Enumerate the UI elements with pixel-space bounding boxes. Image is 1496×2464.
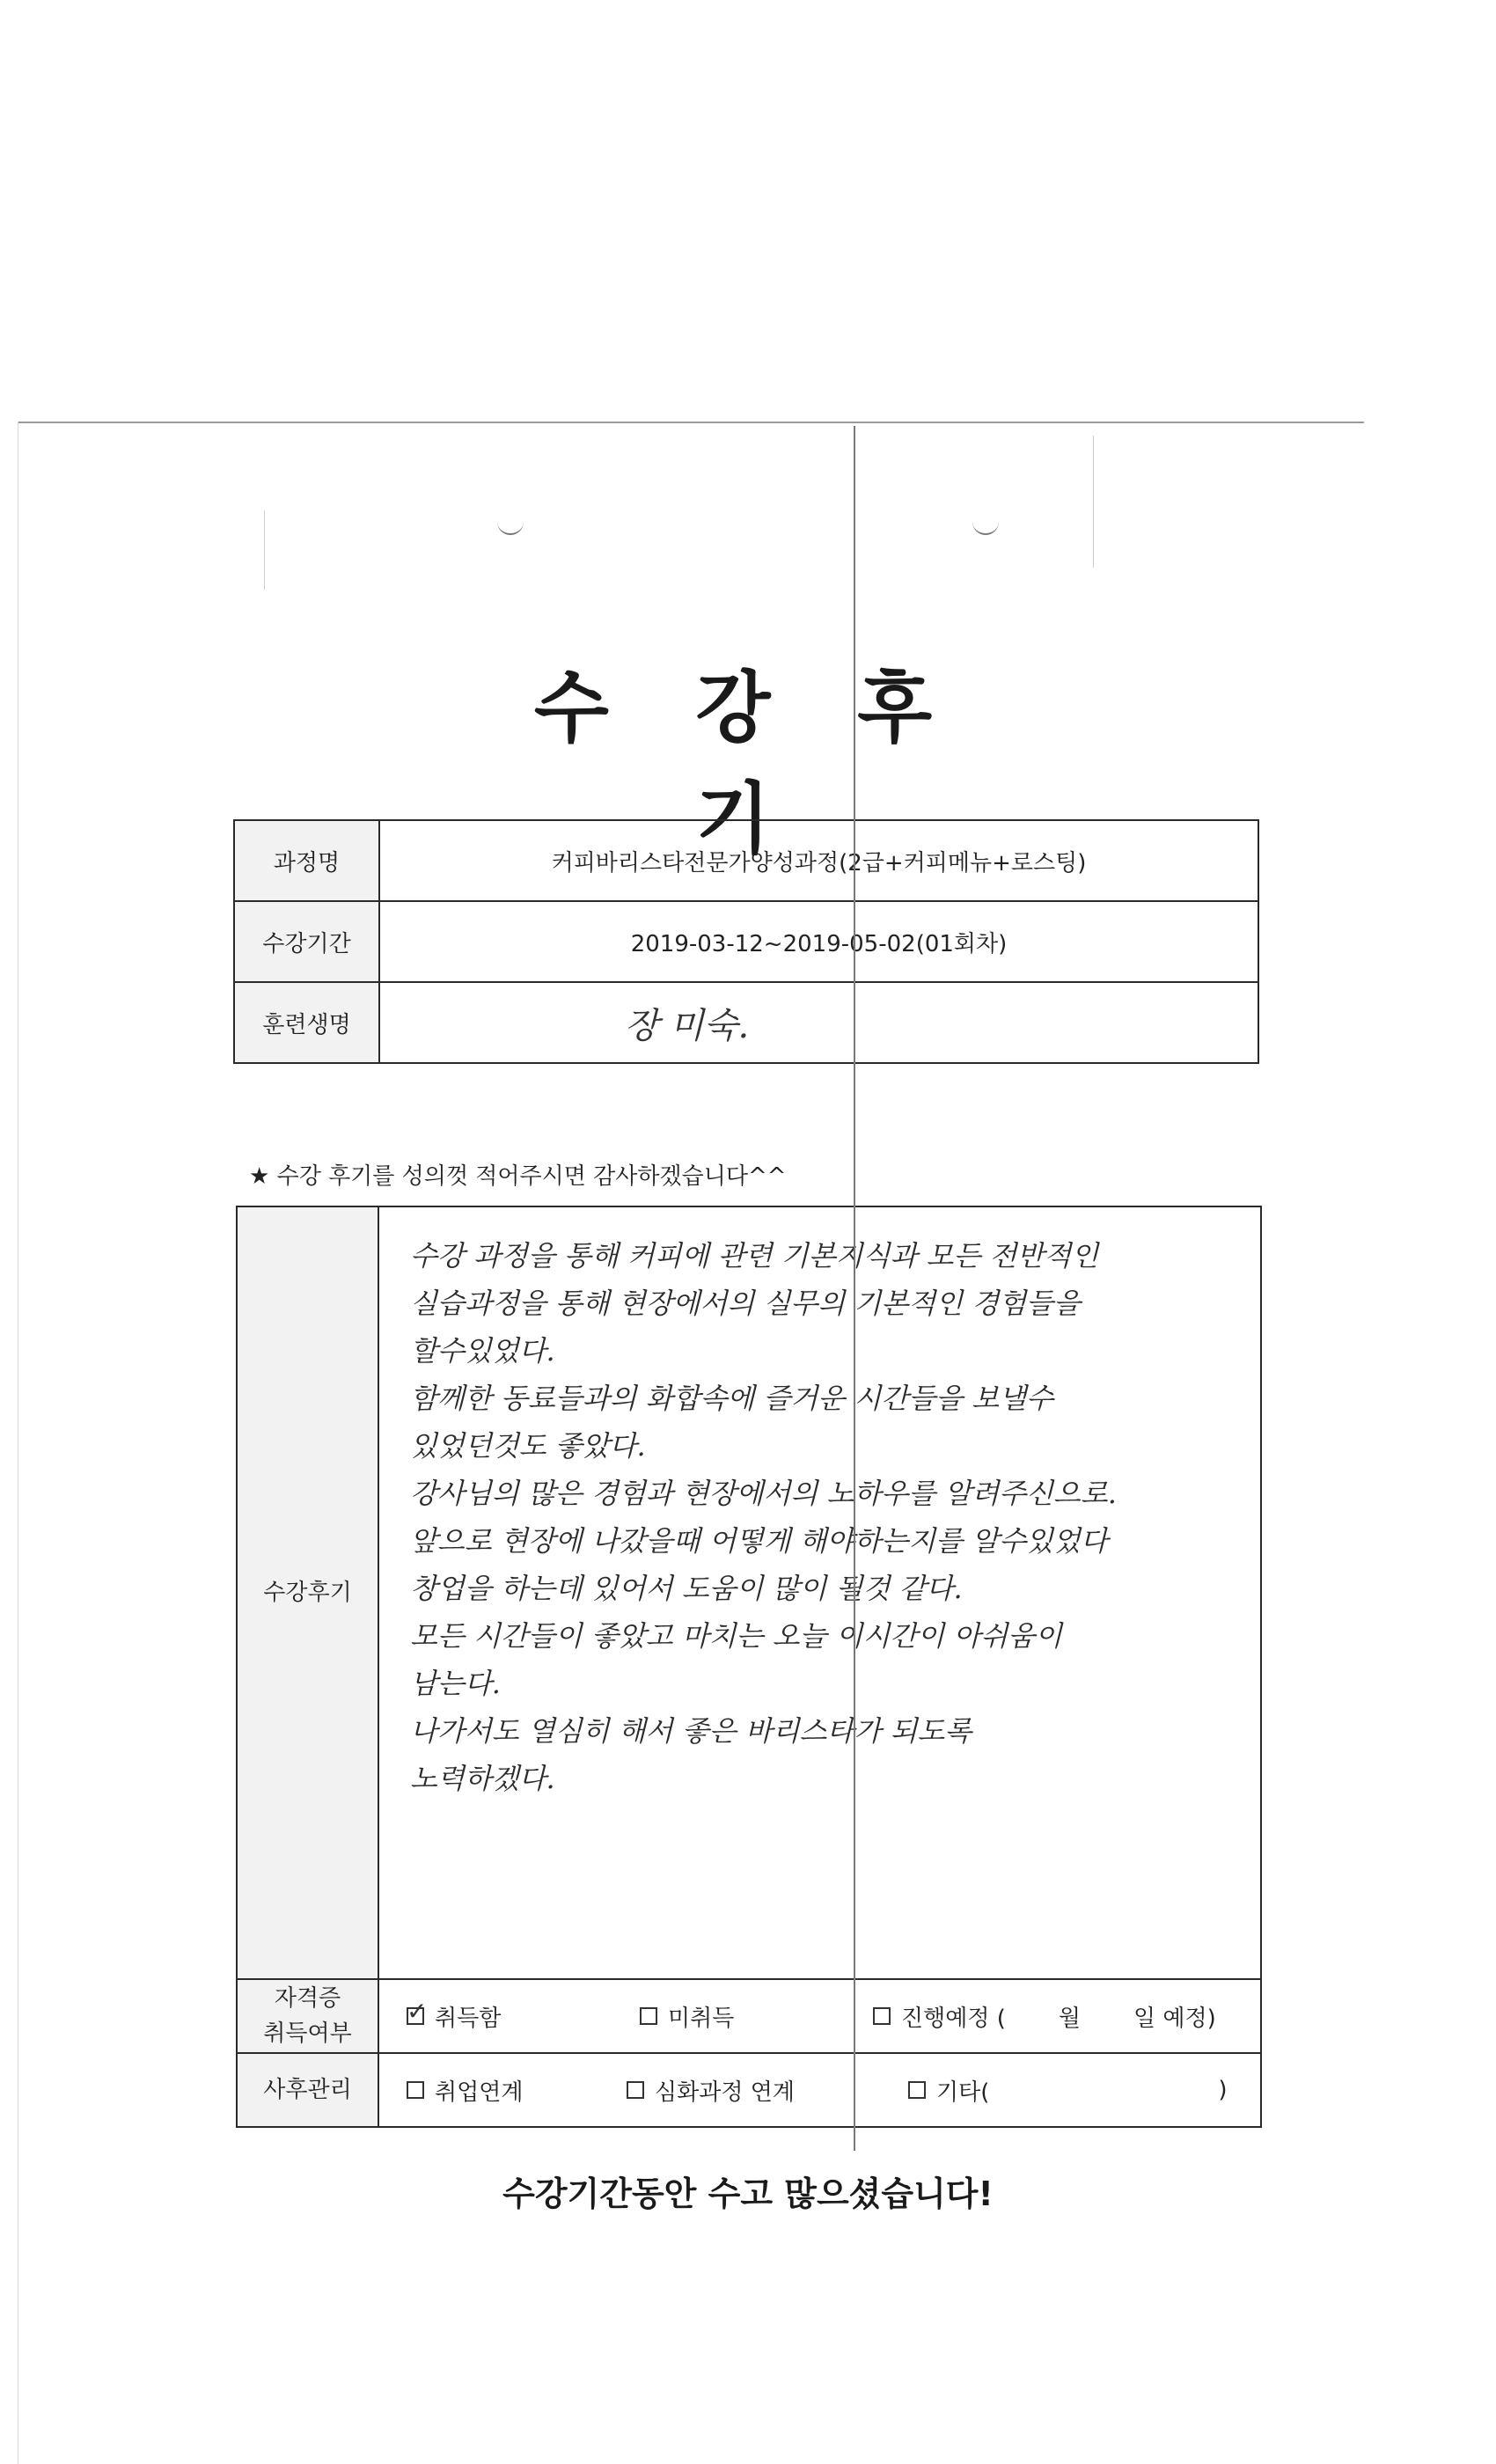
month-label: 월 xyxy=(1058,2005,1081,2032)
review-line: 모든 시간들이 좋았고 마치는 오늘 이시간이 아쉬움이 xyxy=(410,1619,1063,1653)
document-title: 수 강 후 기 xyxy=(533,663,963,864)
option-other[interactable] xyxy=(908,2074,1228,2107)
review-line: 나가서도 열심히 해서 좋은 바리스타가 되도록 xyxy=(410,1714,972,1748)
review-line: 강사님의 많은 경험과 현장에서의 노하우를 알려주신으로. xyxy=(410,1477,1117,1510)
certificate-row xyxy=(237,1979,1261,2053)
option-not-acquired[interactable] xyxy=(640,2000,873,2033)
footer-message: 수강기간동안 수고 많으셨습니다! xyxy=(502,2174,994,2213)
checkbox-icon[interactable] xyxy=(407,2081,424,2099)
option-advanced-course[interactable] xyxy=(627,2074,908,2107)
checkbox-icon[interactable] xyxy=(873,2007,891,2025)
period-label: 수강기간 xyxy=(234,901,379,982)
review-line: 남는다. xyxy=(410,1667,501,1700)
review-line: 창업을 하는데 있어서 도움이 많이 될것 같다. xyxy=(410,1572,963,1605)
review-line: 있었던것도 좋았다. xyxy=(410,1429,646,1463)
certificate-label-line: 취득여부 xyxy=(263,2020,352,2047)
scan-mark xyxy=(1093,436,1094,568)
review-line: 노력하겠다. xyxy=(410,1762,555,1795)
option-scheduled[interactable] xyxy=(873,2000,1216,2033)
period-row xyxy=(234,901,1258,982)
day-label: 일 예정) xyxy=(1133,2005,1216,2032)
period-value: 2019-03-12~2019-05-02(01회차) xyxy=(379,901,1258,982)
course-row xyxy=(234,820,1258,901)
certificate-label xyxy=(237,1979,378,2053)
review-line: 수강 과정을 통해 커피에 관련 기본지식과 모든 전반적인 xyxy=(410,1239,1099,1272)
aftercare-options xyxy=(380,2074,1259,2107)
review-line: 실습과정을 통해 현장에서의 실무의 기본적인 경험들을 xyxy=(410,1287,1081,1320)
course-value: 커피바리스타전문가양성과정(2급+커피메뉴+로스팅) xyxy=(379,820,1258,901)
trainee-value-cell xyxy=(379,982,1258,1063)
review-label: 수강후기 xyxy=(237,1206,378,1979)
option-label: 취업연계 xyxy=(435,2079,524,2106)
aftercare-label: 사후관리 xyxy=(237,2053,378,2127)
option-label: 심화과정 연계 xyxy=(655,2079,795,2106)
review-text-cell xyxy=(378,1206,1261,1979)
review-line: 함께한 동료들과의 화합속에 즐거운 시간들을 보낼수 xyxy=(410,1382,1053,1415)
course-info-table xyxy=(233,819,1259,1064)
option-employment[interactable] xyxy=(407,2074,627,2107)
checkbox-icon[interactable] xyxy=(908,2081,926,2099)
scan-mark xyxy=(264,510,265,590)
option-acquired[interactable] xyxy=(407,2000,640,2033)
review-line: 할수있었다. xyxy=(410,1334,555,1368)
trainee-label: 훈련생명 xyxy=(234,982,379,1063)
review-table xyxy=(236,1206,1262,2128)
certificate-label-line: 자격증 xyxy=(274,1985,341,2012)
scan-fold-line xyxy=(854,426,855,2151)
certificate-options xyxy=(380,2000,1259,2033)
option-close-paren: ) xyxy=(1218,2077,1228,2103)
binder-hole-mark xyxy=(972,519,999,535)
course-label: 과정명 xyxy=(234,820,379,901)
option-label: 기타( xyxy=(936,2079,990,2106)
binder-hole-mark xyxy=(497,519,524,535)
option-label: 진행예정 ( xyxy=(901,2005,1006,2032)
review-handwritten-text xyxy=(238,1207,1260,1802)
page-top-edge xyxy=(18,422,1364,423)
checkbox-icon[interactable] xyxy=(640,2007,657,2025)
review-row xyxy=(237,1206,1261,1979)
checkbox-icon[interactable] xyxy=(627,2081,644,2099)
notice-text: ★ 수강 후기를 성의껏 적어주시면 감사하겠습니다^^ xyxy=(249,1163,787,1190)
option-label: 취득함 xyxy=(435,2005,502,2032)
checkbox-checked-icon[interactable] xyxy=(407,2007,424,2025)
option-label: 미취득 xyxy=(668,2005,735,2032)
certificate-options-cell xyxy=(378,1979,1261,2053)
aftercare-options-cell xyxy=(378,2053,1261,2127)
trainee-name: 장 미숙. xyxy=(624,1005,750,1046)
aftercare-row xyxy=(237,2053,1261,2127)
trainee-row xyxy=(234,982,1258,1063)
review-line: 앞으로 현장에 나갔을때 어떻게 해야하는지를 알수있었다 xyxy=(410,1524,1108,1558)
